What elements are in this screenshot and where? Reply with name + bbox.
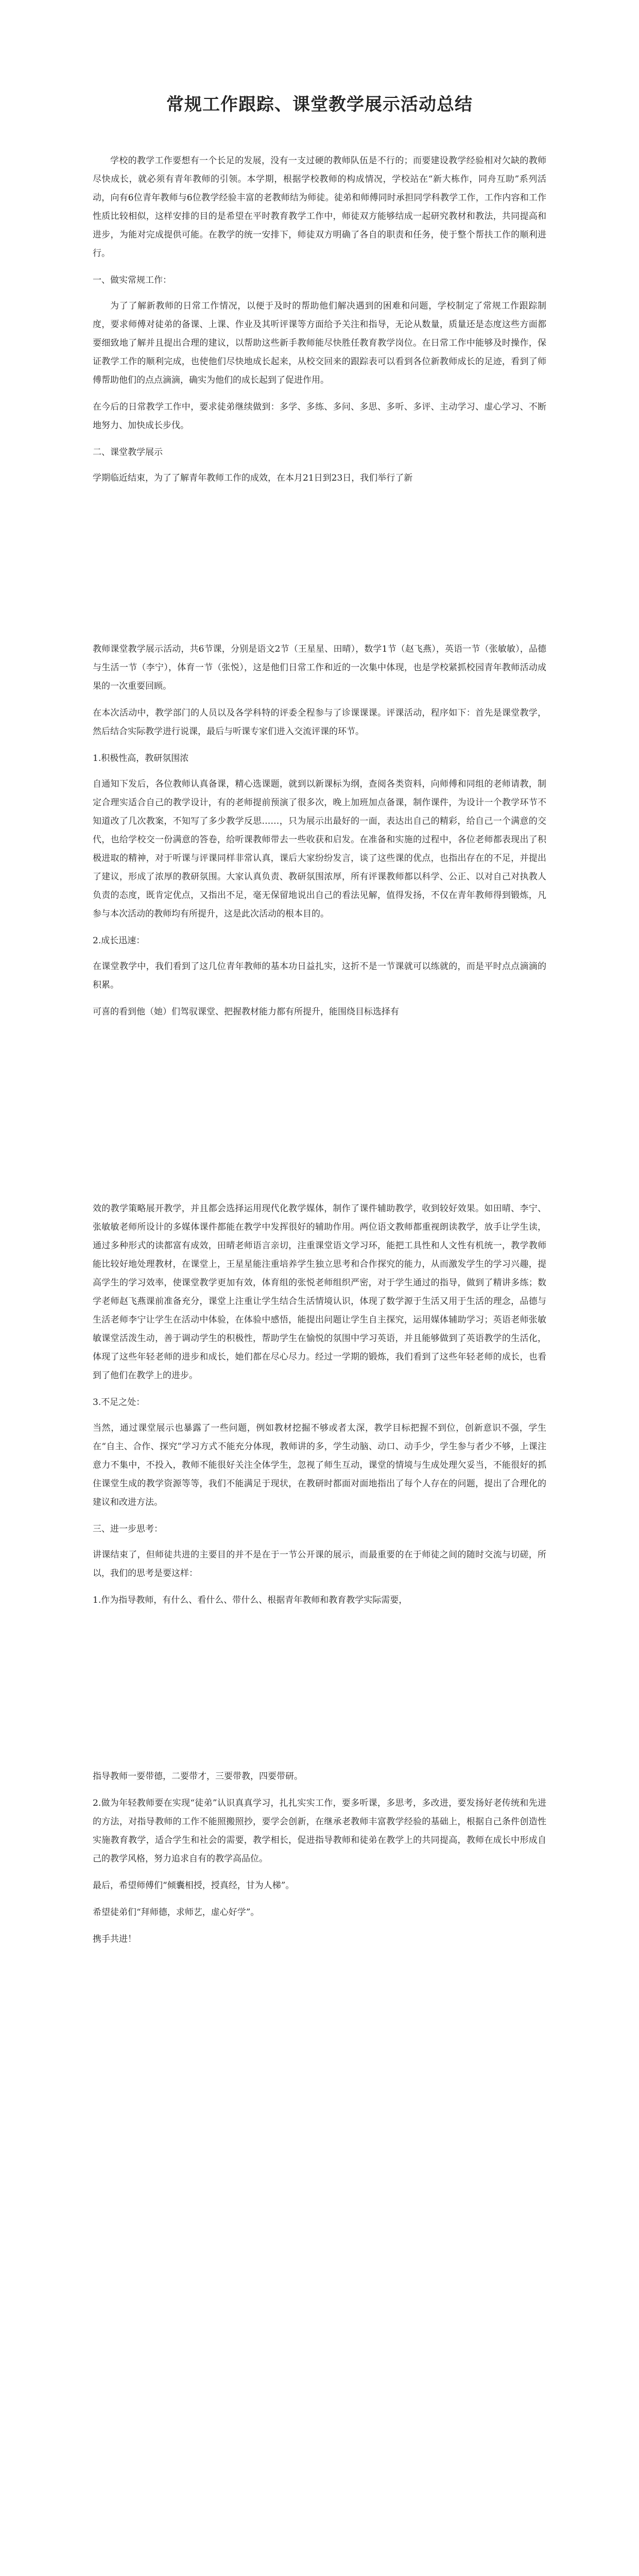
- subsection-heading-3: 3.不足之处：: [93, 1397, 145, 1408]
- section-heading-3: 三、进一步思考：: [93, 1524, 163, 1534]
- section1-paragraph-2: 在今后的日常教学工作中，要求徒弟继续做到：多学、多练、多问、多思、多听、多评、主动学习、虚心学习、不断地努力、加快成长步伐。: [93, 402, 546, 431]
- subsection2-paragraph-3: 效的教学策略展开教学，并且都会选择运用现代化教学媒体，制作了课件辅助教学，收到较好效果。如田晴、李宁、张敏敏老师所设计的多媒体课件都能在教学中发挥很好的辅助作用。两位语文教师都重视朗读教学，放手让学生读，通过多种形式的读都富有成效，田晴老师语言亲切，注重课堂语文学习环，能把工具性和人文性有机统一，教学教师能比较好地处理教材，在课堂上，王星星能注重培养学生独立思考和合作探究的能力，从而激发学生的学习兴趣，提高学生的学习效率，使课堂教学更加有效，体育组的张悦老师组织严密，对于学生通过的指导，做到了精讲多练；数学老师赵飞燕课前准备充分，课堂上注重让学生结合生活情境认识，体现了数学源于生活又用于生活的理念，品德与生活老师李宁让学生在活动中体验，在体验中感悟，能提出问题让学生自主探究，运用媒体辅助学习；英语老师张敏敏课堂活泼生动，善于调动学生的积极性，帮助学生在愉悦的氛围中学习英语，并且能够做到了英语教学的生活化，体现了这些年轻老师的进步和成长，她们都在尽心尽力。经过一学期的锻炼，我们看到了这些年轻老师的成长，也看到了他们在教学上的进步。: [93, 1204, 546, 1381]
- document-title: 常规工作跟踪、课堂教学展示活动总结: [166, 94, 473, 115]
- section3-paragraph-5: 最后，希望师傅们“倾囊相授，授真经，甘为人梯”。: [93, 1880, 295, 1891]
- subsection2-paragraph-1: 在课堂教学中，我们看到了这几位青年教师的基本功日益扎实，这折不是一节课就可以练就的，而是平时点点滴滴的积累。: [93, 961, 546, 990]
- subsection1-paragraph: 自通知下发后，各位教师认真备课，精心选课题，就到以新课标为纲，查阅各类资料，向师傅和同组的老师请教，制定合理实适合自己的教学设计，有的老师提前预演了很多次，晚上加班加点备课，制作课件，为设计一个教学环节不知道改了几次教案，不知写了多少教学反思……，只为展示出最好的一面，表达出自己的精彩，给自己一个满意的交代，也给学校交一份满意的答卷，给听课教师带去一些收获和启发。在准备和实施的过程中，各位老师都表现出了积极进取的精神，对于听课与评课同样非常认真，课后大家纷纷发言，谈了这些课的优点，也指出存在的不足，并提出了建议，形成了浓厚的教研氛围。大家认真负责、教研氛围浓厚，所有评课教师都以科学、公正、以对自己对执教人负责的态度，既肯定优点，又指出不足，毫无保留地说出自己的看法见解，值得发扬，不仅在青年教师得到锻炼，凡参与本次活动的教师均有所提升，这是此次活动的根本目的。: [93, 779, 546, 919]
- section2-paragraph-1: 学期临近结束，为了了解青年教师工作的成效，在本月21日到23日，我们举行了新: [93, 473, 413, 483]
- section1-paragraph-1: 为了了解新教师的日常工作情况，以便于及时的帮助他们解决遇到的困难和问题，学校制定了常规工作跟踪制度，要求师傅对徒弟的备课、上课、作业及其听评课等方面给予关注和指导，无论从数量，质量还是态度这些方面都要细致地了解并且提出合理的建议，以帮助这些新手教师能尽快胜任教育教学岗位。在日常工作中能够及时操作，保证教学工作的顺利完成，也使他们尽快地成长起来，从校交回来的跟踪表可以看到各位新教师成长的足迹，看到了师傅帮助他们的点点滴滴，确实为他们的成长起到了促进作用。: [93, 301, 546, 385]
- section3-paragraph-6: 希望徒弟们“拜师德，求师艺，虚心好学”。: [93, 1907, 260, 1918]
- section3-paragraph-4: 2.做为年轻教师要在实现“徒弟”认识真真学习，扎扎实实工作，要多听课，多思考，多改进，要发扬好老传统和先进的方法，对指导教师的工作不能照搬照抄，要学会创新，在继承老教师丰富教学经验的基础上，根据自己条件创造性实施教育教学，适合学生和社会的需要，教学相长，促进指导教师和徒弟在教学上的共同提高，教师在成长中形成自己的教学风格，努力追求自有的教学高品位。: [93, 1798, 546, 1864]
- intro-paragraph: 学校的教学工作要想有一个长足的发展，没有一支过硬的教师队伍是不行的；而要建设教学经验相对欠缺的教师尽快成长，就必须有青年教师的引领。本学期，根据学校教师的构成情况，学校站在“新大栋作，同舟互助”系列活动，向有6位青年教师与6位教学经验丰富的老教师结为师徒。徒弟和师傅同时承担同学科教学工作，工作内容和工作性质比较相似，这样安排的目的是希望在平时教育教学工作中，师徒双方能够结成一起研究教材和教法，共同提高和进步，为能对完成提供可能。在教学的统一安排下，师徒双方明确了各自的职责和任务，使于整个帮扶工作的顺利进行。: [93, 156, 546, 259]
- section-heading-2: 二、课堂教学展示: [93, 447, 163, 457]
- blank-space-1: [93, 496, 546, 640]
- closing-line: 携手共进！: [93, 1934, 136, 1944]
- section3-paragraph-2: 1.作为指导教师，有什么、看什么、带什么、根据青年教师和教育教学实际需要，: [93, 1595, 408, 1605]
- subsection2-paragraph-2: 可喜的看到他（她）们驾驭课堂、把握教材能力都有所提升，能围绕目标选择有: [93, 1007, 399, 1017]
- subsection3-paragraph: 当然，通过课堂展示也暴露了一些问题，例如教材挖掘不够或者太深，教学目标把握不到位，创新意识不强，学生在“自主、合作、探究”学习方式不能充分体现，教师讲的多，学生动脑、动口、动手少，学生参与者少不够，上课注意力不集中，不投入，教师不能很好关注全体学生，忽视了师生互动，课堂的情境与生成处理欠妥当，不能很好的抓住课堂生成的教学资源等等，我们不能满足于现状，在教研时都面对面地指出了每个人存在的问题，提出了合理化的建议和改进方法。: [93, 1423, 546, 1507]
- blank-space-3: [93, 1618, 546, 1767]
- blank-space-2: [93, 1029, 546, 1199]
- section-heading-1: 一、做实常规工作：: [93, 275, 171, 285]
- subsection-heading-2: 2.成长迅速：: [93, 936, 145, 946]
- section2-paragraph-2: 教师课堂教学展示活动，共6节课，分别是语文2节（王星星、田晴），数学1节（赵飞燕），英语一节（张敏敏），品德与生活一节（李宁），体育一节（张悦），这是他们日常工作和近的一次集中体现，也是学校紧抓校园青年教师活动成果的一次重要回顾。: [93, 644, 546, 691]
- section3-paragraph-3: 指导教师一要带德，二要带才，三要带教，四要带研。: [93, 1771, 303, 1782]
- section3-paragraph-1: 讲课结束了，但师徒共进的主要目的并不是在于一节公开课的展示，而最重要的在于师徒之间的随时交流与切磋，所以，我们的思考是要这样：: [93, 1550, 546, 1579]
- section2-paragraph-3: 在本次活动中，教学部门的人员以及各学科特的评委全程参与了诊课课课。评课活动，程序如下：首先是课堂教学，然后结合实际教学进行说课，最后与听课专家们进入交流评课的环节。: [93, 708, 546, 737]
- subsection-heading-1: 1.积极性高，教研氛围浓: [93, 753, 189, 764]
